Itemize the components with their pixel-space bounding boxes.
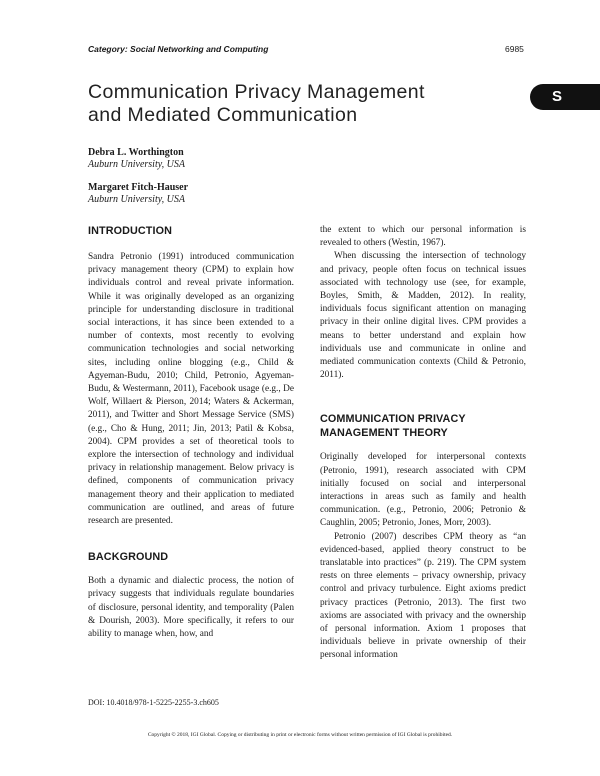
author-name-2: Margaret Fitch-Hauser — [88, 182, 189, 193]
cpm-theory-heading: COMMUNICATION PRIVACY MANAGEMENT THEORY — [320, 413, 466, 440]
article-title-line-2: and Mediated Communication — [88, 104, 358, 126]
article-title-line-1: Communication Privacy Management — [88, 81, 425, 103]
cpm-paragraph-1: Originally developed for interpersonal contexts (Petronio, 1991), research associated with CPM initially focused on social and interpersonal interactions in areas such as family and health communication. (e.g., Petronio, 2006; Petronio & Caughlin, 2005; Petronio, Jones, Morr, 2003). — [320, 452, 526, 529]
copyright-notice: Copyright © 2018, IGI Global. Copying or distributing in print or electronic forms without written permission of IGI Global is prohibited. — [147, 732, 453, 738]
page-number: 6985 — [505, 44, 524, 54]
background-paragraph-2: When discussing the intersection of technology and privacy, people often focus on technical issues associated with technology use (see, for example, Boyles, Smith, & Madden, 2012). In reality, individuals focus significant attention on managing privacy in their online digital lives. CPM provides a means to better understand and explain how individuals use and communicate in online and mediated communication contexts (Child & Petronio, 2011). — [320, 251, 526, 381]
background-paragraph-start: Both a dynamic and dialectic process, the notion of privacy suggests that individuals regulate boundaries of disclosure, personal identity, and temporality (Palen & Dourish, 2003). More specifically, it refers to our ability to manage when, how, and — [88, 576, 294, 640]
left-column — [88, 224, 294, 641]
cpm-paragraph-2: Petronio (2007) describes CPM theory as “an evidenced-based, applied theory construct to be translatable into practices” (p. 219). The CPM system rests on three elements – privacy ownership, privacy control and privacy turbulence. Eight axioms predict privacy practices (Petronio, 2013). The first two axioms are associated with privacy and the ownership of personal information. Axiom 1 proposes that individuals believe in private ownership of their personal information — [320, 531, 526, 661]
running-header-category: Category: Social Networking and Computing — [88, 44, 269, 54]
author-name-1: Debra L. Worthington — [88, 147, 184, 158]
author-affiliation-1: Auburn University, USA — [88, 159, 185, 170]
background-paragraph-continued: the extent to which our personal information is revealed to others (Westin, 1967). — [320, 225, 526, 249]
section-letter-tab: S — [530, 84, 600, 110]
background-heading: BACKGROUND — [88, 551, 169, 564]
introduction-heading: INTRODUCTION — [88, 225, 172, 237]
doi: DOI: 10.4018/978-1-5225-2255-3.ch605 — [88, 698, 219, 707]
right-column — [320, 224, 526, 663]
introduction-paragraph: Sandra Petronio (1991) introduced communication privacy management theory (CPM) to explain how individuals control and reveal private information. While it was originally developed as an organizing principle for understanding disclosure in traditional social interactions, it has since been extended to a number of contexts, most recently to evolving communication technologies and social networking sites, including online blogging (e.g., Child & Agyeman-Budu, 2010; Child, Petronio, Agyeman-Budu, & Westermann, 2011), Facebook usage (e.g., De Wolf, Willaert & Pierson, 2014; Waters & Ackerman, 2011), and Twitter and Short Message Service (SMS) (e.g., Cho & Hung, 2011; Jin, 2013; Patil & Kobsa, 2004). CPM provides a set of theoretical tools to explore the intersection of technology and individual privacy in relationship management. Below privacy is defined, components of communication privacy management theory and their application to mediated communication are outlined, and areas of future research are presented. — [88, 252, 294, 527]
author-affiliation-2: Auburn University, USA — [88, 194, 185, 205]
article-title — [88, 81, 508, 127]
